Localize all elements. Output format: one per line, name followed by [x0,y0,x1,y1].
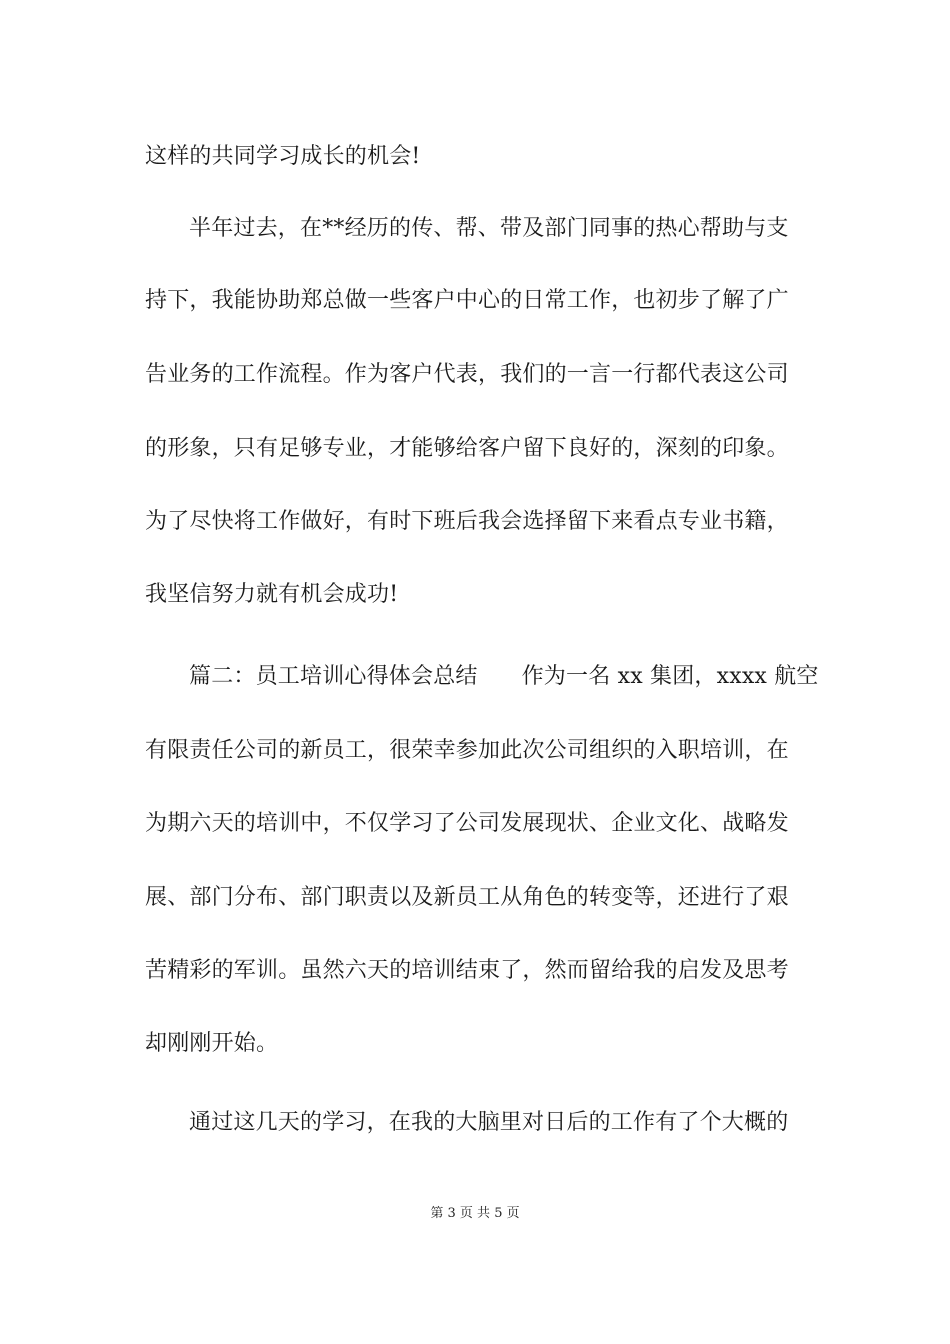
text-line: 半年过去，在**经历的传、帮、带及部门同事的热心帮助与支 [189,216,789,241]
page-number: 第 3 页 共 5 页 [430,1206,520,1221]
text-line: 展、部门分布、部门职责以及新员工从角色的转变等，还进行了艰 [145,885,789,910]
text-line: 为了尽快将工作做好，有时下班后我会选择留下来看点专业书籍， [145,509,789,534]
text-line: 苦精彩的军训。虽然六天的培训结束了，然而留给我的启发及思考 [145,958,789,983]
text-line: 告业务的工作流程。作为客户代表，我们的一言一行都代表这公司 [145,362,789,387]
text-line: 我坚信努力就有机会成功! [145,582,399,607]
text-fragment: 作为一名 xx 集团，xxxx 航空 [521,664,819,689]
text-line: 为期六天的培训中，不仅学习了公司发展现状、企业文化、战略发 [145,811,789,836]
text-line: 持下，我能协助郑总做一些客户中心的日常工作，也初步了解了广 [145,288,789,313]
text-line: 却刚刚开始。 [145,1031,279,1056]
section-heading-line [189,662,819,692]
text-line: 通过这几天的学习，在我的大脑里对日后的工作有了个大概的 [189,1110,789,1135]
text-line: 有限责任公司的新员工，很荣幸参加此次公司组织的入职培训，在 [145,738,789,763]
text-line: 这样的共同学习成长的机会! [145,144,421,169]
section-heading: 篇二：员工培训心得体会总结 [189,664,478,689]
text-line: 的形象，只有足够专业，才能够给客户留下良好的，深刻的印象。 [145,436,789,461]
